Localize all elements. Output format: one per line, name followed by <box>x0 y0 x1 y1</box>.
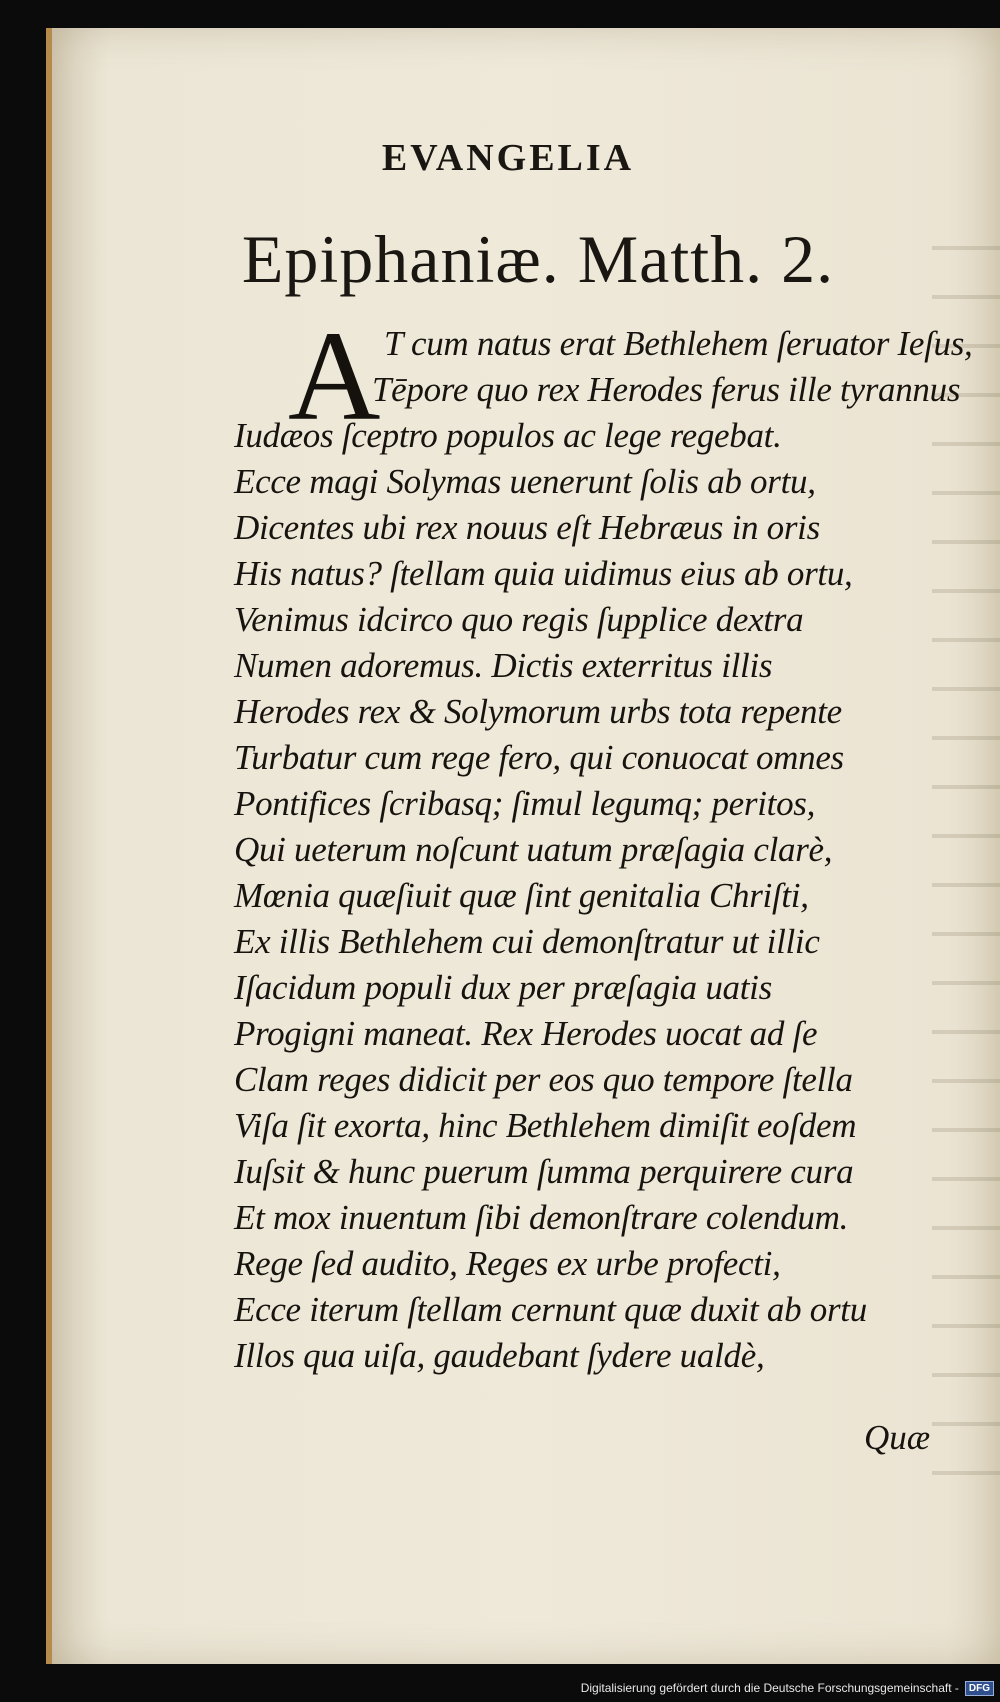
catchword: Quæ <box>864 1418 931 1457</box>
verse-line: Clam reges didicit per eos quo tempore ſtella <box>234 1060 853 1099</box>
verse-line: Pontifices ſcribasq; ſimul legumq; peritos, <box>234 784 816 823</box>
book-page <box>46 28 1000 1664</box>
verse-line: Numen adoremus. Dictis exterritus illis <box>234 646 773 685</box>
verse-line: Et mox inuentum ſibi demonſtrare colendum. <box>234 1198 849 1237</box>
verse-line: Viſa ſit exorta, hinc Bethlehem dimiſit eoſdem <box>234 1106 857 1145</box>
verse-line: Progigni maneat. Rex Herodes uocat ad ſe <box>234 1014 818 1053</box>
page-title: Epiphaniæ. Matth. 2. <box>241 221 835 297</box>
dfg-logo: DFG <box>965 1681 994 1696</box>
verse-line: Ex illis Bethlehem cui demonſtratur ut illic <box>234 922 820 961</box>
verse-line: His natus? ſtellam quia uidimus eius ab ortu, <box>234 554 853 593</box>
verse-line: Tēpore quo rex Herodes ferus ille tyrannus <box>372 370 961 409</box>
verse-line: Rege ſed audito, Reges ex urbe profecti, <box>234 1244 781 1283</box>
verse-line: Dicentes ubi rex nouus eſt Hebræus in oris <box>234 508 820 547</box>
verse-line: Qui ueterum noſcunt uatum præſagia clarè, <box>234 830 833 869</box>
credit-text: Digitalisierung gefördert durch die Deutsche Forschungsgemeinschaft - <box>580 1681 959 1695</box>
verse-line: Turbatur cum rege fero, qui conuocat omnes <box>234 738 844 777</box>
verse-line: Illos qua uiſa, gaudebant ſydere ualdè, <box>234 1336 765 1375</box>
digitization-credit <box>581 1674 1000 1702</box>
verse-line: Ecce magi Solymas uenerunt ſolis ab ortu, <box>234 462 816 501</box>
running-head: EVANGELIA <box>381 137 635 179</box>
verse-line: Venimus idcirco quo regis ſupplice dextra <box>234 600 804 639</box>
verse-line: Mœnia quæſiuit quæ ſint genitalia Chriſti, <box>234 876 809 915</box>
verse-line: Iudæos ſceptro populos ac lege regebat. <box>234 416 782 455</box>
drop-cap: A <box>288 305 381 447</box>
verse-line: Iſacidum populi dux per præſagia uatis <box>234 968 772 1007</box>
verse-line: Herodes rex & Solymorum urbs tota repente <box>234 692 842 731</box>
verse-line: Ecce iterum ſtellam cernunt quæ duxit ab ortu <box>234 1290 867 1329</box>
verse-line: T cum natus erat Bethlehem ſeruator Ieſus, <box>384 324 973 363</box>
verse-line: Iuſsit & hunc puerum ſumma perquirere cura <box>234 1152 854 1191</box>
